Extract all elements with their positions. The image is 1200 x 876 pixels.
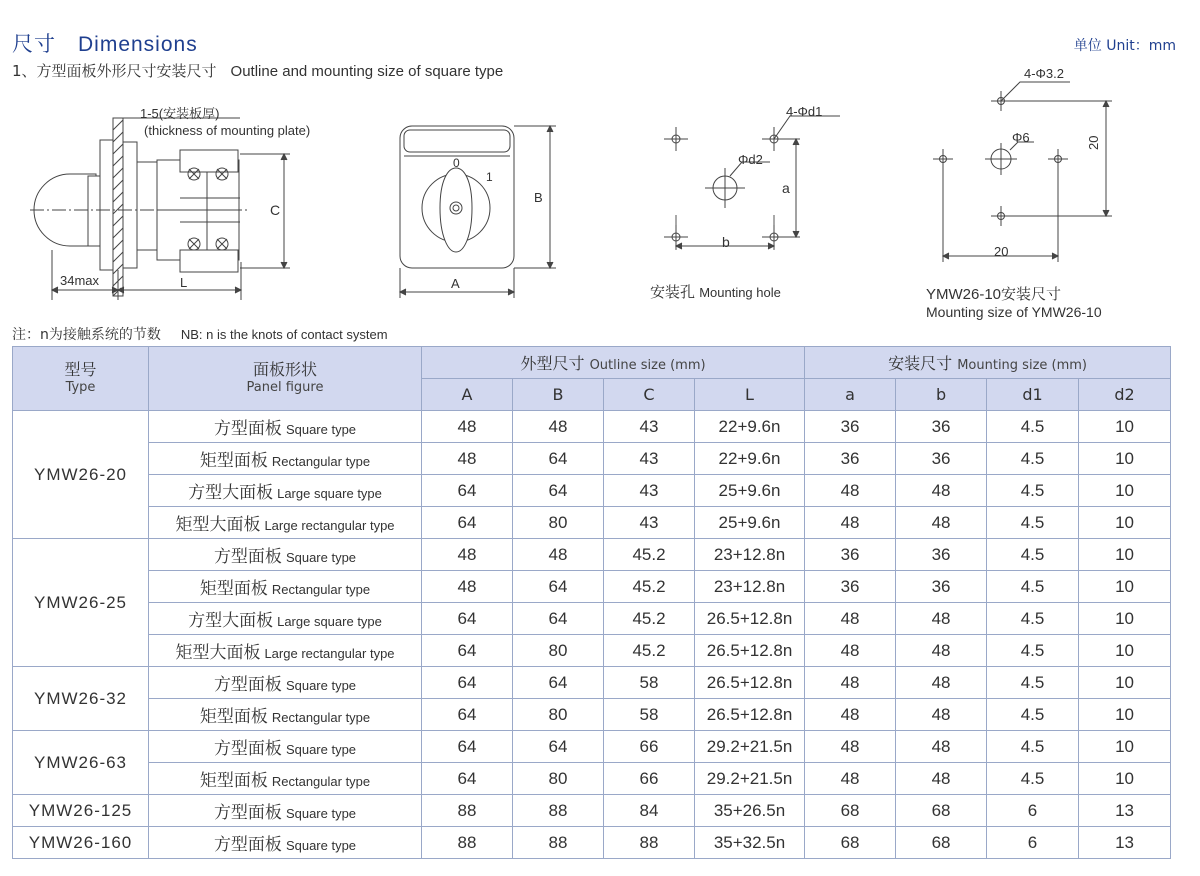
panel-cell bbox=[149, 539, 422, 571]
col-header-c-upper: C bbox=[604, 379, 695, 411]
value-cell: 4.5 bbox=[987, 443, 1079, 475]
value-cell: 23+12.8n bbox=[695, 571, 805, 603]
value-cell: 64 bbox=[513, 731, 604, 763]
value-cell: 36 bbox=[805, 411, 896, 443]
value-cell: 64 bbox=[422, 699, 513, 731]
value-cell: 13 bbox=[1079, 795, 1171, 827]
panel-en: Rectangular type bbox=[271, 582, 371, 597]
panel-cell bbox=[149, 763, 422, 795]
value-cell: 4.5 bbox=[987, 763, 1079, 795]
panel-cn: 矩型面板 bbox=[199, 451, 268, 471]
type-cell: YMW26-32 bbox=[13, 667, 149, 731]
value-cell: 48 bbox=[805, 475, 896, 507]
table-row bbox=[13, 411, 1171, 443]
value-cell: 36 bbox=[805, 571, 896, 603]
panel-en: Large square type bbox=[277, 486, 382, 501]
value-cell: 80 bbox=[513, 699, 604, 731]
header-panel-en: Panel figure bbox=[246, 379, 324, 395]
value-cell: 36 bbox=[896, 571, 987, 603]
value-cell: 43 bbox=[604, 475, 695, 507]
value-cell: 29.2+21.5n bbox=[695, 731, 805, 763]
value-cell: 64 bbox=[422, 763, 513, 795]
type-cell: YMW26-125 bbox=[13, 795, 149, 827]
value-cell: 23+12.8n bbox=[695, 539, 805, 571]
mounting-hole-caption-en: Mounting hole bbox=[699, 285, 781, 300]
panel-cell bbox=[149, 635, 422, 667]
col-header-d2: d2 bbox=[1079, 379, 1171, 411]
header-panel bbox=[149, 347, 422, 411]
value-cell: 48 bbox=[805, 699, 896, 731]
value-cell: 43 bbox=[604, 443, 695, 475]
value-cell: 58 bbox=[604, 699, 695, 731]
title-en: Dimensions bbox=[78, 33, 198, 56]
header-mounting bbox=[805, 347, 1171, 379]
value-cell: 4.5 bbox=[987, 667, 1079, 699]
value-cell: 4.5 bbox=[987, 571, 1079, 603]
m10-20-horizontal-label: 20 bbox=[994, 244, 1009, 259]
col-header-a-upper: A bbox=[422, 379, 513, 411]
value-cell: 4.5 bbox=[987, 411, 1079, 443]
m10-caption-cn: YMW26-10安装尺寸 bbox=[926, 286, 1062, 303]
plate-thickness-en-label: (thickness of mounting plate) bbox=[144, 123, 311, 138]
value-cell: 4.5 bbox=[987, 731, 1079, 763]
panel-cn: 方型大面板 bbox=[188, 483, 274, 503]
dim-c-label: C bbox=[270, 202, 281, 218]
hole-a-label: a bbox=[782, 180, 790, 196]
value-cell: 35+32.5n bbox=[695, 827, 805, 859]
value-cell: 45.2 bbox=[604, 603, 695, 635]
value-cell: 48 bbox=[896, 635, 987, 667]
panel-cell bbox=[149, 699, 422, 731]
value-cell: 48 bbox=[422, 571, 513, 603]
value-cell: 25+9.6n bbox=[695, 475, 805, 507]
type-cell: YMW26-25 bbox=[13, 539, 149, 667]
value-cell: 10 bbox=[1079, 443, 1171, 475]
value-cell: 10 bbox=[1079, 411, 1171, 443]
value-cell: 48 bbox=[422, 443, 513, 475]
panel-en: Large rectangular type bbox=[264, 646, 395, 661]
panel-en: Large square type bbox=[277, 614, 382, 629]
dial-position-1: 1 bbox=[486, 170, 493, 184]
value-cell: 43 bbox=[604, 507, 695, 539]
panel-cn: 矩型面板 bbox=[199, 579, 268, 599]
value-cell: 48 bbox=[896, 699, 987, 731]
note bbox=[12, 324, 388, 344]
table-row bbox=[13, 667, 1171, 699]
value-cell: 45.2 bbox=[604, 635, 695, 667]
mounting-hole-caption bbox=[650, 281, 781, 302]
panel-cn: 方型面板 bbox=[213, 547, 282, 567]
value-cell: 26.5+12.8n bbox=[695, 603, 805, 635]
value-cell: 10 bbox=[1079, 603, 1171, 635]
note-cn: 注：n为接触系统的节数 bbox=[12, 327, 161, 343]
value-cell: 48 bbox=[896, 475, 987, 507]
panel-en: Square type bbox=[285, 806, 357, 821]
panel-cell bbox=[149, 795, 422, 827]
value-cell: 48 bbox=[805, 603, 896, 635]
panel-en: Rectangular type bbox=[271, 454, 371, 469]
value-cell: 10 bbox=[1079, 635, 1171, 667]
value-cell: 4.5 bbox=[987, 603, 1079, 635]
spec-table bbox=[12, 346, 1171, 859]
col-header-l-upper: L bbox=[695, 379, 805, 411]
value-cell: 88 bbox=[513, 827, 604, 859]
header-mounting-en: Mounting size (mm) bbox=[957, 358, 1087, 373]
value-cell: 88 bbox=[422, 795, 513, 827]
value-cell: 10 bbox=[1079, 699, 1171, 731]
value-cell: 10 bbox=[1079, 539, 1171, 571]
value-cell: 48 bbox=[513, 411, 604, 443]
unit-label: 单位 Unit：mm bbox=[1073, 38, 1176, 54]
value-cell: 64 bbox=[513, 603, 604, 635]
value-cell: 64 bbox=[422, 475, 513, 507]
panel-en: Square type bbox=[285, 742, 357, 757]
subtitle-cn: 1、方型面板外形尺寸安装尺寸 bbox=[12, 62, 217, 80]
panel-cell bbox=[149, 667, 422, 699]
value-cell: 6 bbox=[987, 795, 1079, 827]
value-cell: 35+26.5n bbox=[695, 795, 805, 827]
panel-cell bbox=[149, 571, 422, 603]
value-cell: 10 bbox=[1079, 731, 1171, 763]
subtitle-en: Outline and mounting size of square type bbox=[230, 63, 504, 80]
header-type bbox=[13, 347, 149, 411]
value-cell: 10 bbox=[1079, 507, 1171, 539]
value-cell: 26.5+12.8n bbox=[695, 699, 805, 731]
header-type-cn: 型号 bbox=[64, 359, 97, 379]
value-cell: 66 bbox=[604, 731, 695, 763]
header-mounting-cn: 安装尺寸 bbox=[888, 354, 953, 373]
value-cell: 64 bbox=[422, 603, 513, 635]
value-cell: 22+9.6n bbox=[695, 443, 805, 475]
value-cell: 48 bbox=[896, 667, 987, 699]
value-cell: 36 bbox=[805, 443, 896, 475]
panel-cell bbox=[149, 603, 422, 635]
value-cell: 84 bbox=[604, 795, 695, 827]
value-cell: 48 bbox=[896, 731, 987, 763]
value-cell: 88 bbox=[422, 827, 513, 859]
panel-cn: 方型面板 bbox=[213, 803, 282, 823]
value-cell: 4.5 bbox=[987, 539, 1079, 571]
table-row bbox=[13, 443, 1171, 475]
value-cell: 6 bbox=[987, 827, 1079, 859]
value-cell: 48 bbox=[422, 539, 513, 571]
value-cell: 80 bbox=[513, 635, 604, 667]
panel-cn: 矩型面板 bbox=[199, 707, 268, 727]
value-cell: 48 bbox=[805, 763, 896, 795]
value-cell: 48 bbox=[805, 731, 896, 763]
front-view-drawing bbox=[400, 126, 556, 298]
value-cell: 36 bbox=[896, 443, 987, 475]
col-header-a-lower: a bbox=[805, 379, 896, 411]
value-cell: 36 bbox=[896, 411, 987, 443]
panel-cell bbox=[149, 731, 422, 763]
value-cell: 48 bbox=[805, 667, 896, 699]
value-cell: 4.5 bbox=[987, 635, 1079, 667]
table-row bbox=[13, 699, 1171, 731]
page-title bbox=[12, 28, 198, 58]
panel-cn: 方型大面板 bbox=[188, 611, 274, 631]
value-cell: 45.2 bbox=[604, 539, 695, 571]
panel-en: Square type bbox=[285, 838, 357, 853]
panel-cell bbox=[149, 507, 422, 539]
mounting-hole-drawing bbox=[664, 116, 840, 250]
value-cell: 25+9.6n bbox=[695, 507, 805, 539]
value-cell: 64 bbox=[422, 667, 513, 699]
value-cell: 64 bbox=[513, 571, 604, 603]
mounting-hole-caption-cn: 安装孔 bbox=[650, 284, 696, 301]
note-en: NB: n is the knots of contact system bbox=[180, 327, 388, 342]
panel-cn: 方型面板 bbox=[213, 675, 282, 695]
value-cell: 4.5 bbox=[987, 699, 1079, 731]
m10-20-vertical-label: 20 bbox=[1086, 135, 1101, 150]
value-cell: 88 bbox=[513, 795, 604, 827]
type-cell: YMW26-160 bbox=[13, 827, 149, 859]
plate-thickness-label: 1-5(安装板厚) bbox=[140, 106, 220, 121]
value-cell: 48 bbox=[896, 507, 987, 539]
panel-cn: 方型面板 bbox=[213, 419, 282, 439]
table-row bbox=[13, 603, 1171, 635]
type-cell: YMW26-63 bbox=[13, 731, 149, 795]
dial-position-0: 0 bbox=[453, 156, 460, 170]
dim-l-label: L bbox=[180, 275, 188, 290]
panel-en: Square type bbox=[285, 422, 357, 437]
value-cell: 48 bbox=[896, 763, 987, 795]
value-cell: 4.5 bbox=[987, 475, 1079, 507]
value-cell: 68 bbox=[805, 795, 896, 827]
panel-en: Square type bbox=[285, 678, 357, 693]
ymw26-10-mounting-drawing bbox=[933, 82, 1112, 262]
value-cell: 64 bbox=[422, 507, 513, 539]
value-cell: 66 bbox=[604, 763, 695, 795]
value-cell: 29.2+21.5n bbox=[695, 763, 805, 795]
value-cell: 10 bbox=[1079, 763, 1171, 795]
panel-cell bbox=[149, 827, 422, 859]
value-cell: 80 bbox=[513, 507, 604, 539]
value-cell: 48 bbox=[896, 603, 987, 635]
panel-en: Rectangular type bbox=[271, 710, 371, 725]
panel-cn: 方型面板 bbox=[213, 739, 282, 759]
header-outline-en: Outline size (mm) bbox=[589, 358, 706, 373]
col-header-d1: d1 bbox=[987, 379, 1079, 411]
header-outline-cn: 外型尺寸 bbox=[520, 354, 585, 373]
header-type-en: Type bbox=[65, 379, 96, 395]
hole-b-label: b bbox=[722, 234, 730, 250]
value-cell: 48 bbox=[422, 411, 513, 443]
value-cell: 68 bbox=[896, 795, 987, 827]
value-cell: 26.5+12.8n bbox=[695, 635, 805, 667]
value-cell: 10 bbox=[1079, 475, 1171, 507]
value-cell: 80 bbox=[513, 763, 604, 795]
header-panel-cn: 面板形状 bbox=[252, 359, 317, 379]
value-cell: 4.5 bbox=[987, 507, 1079, 539]
value-cell: 13 bbox=[1079, 827, 1171, 859]
value-cell: 45.2 bbox=[604, 571, 695, 603]
type-cell: YMW26-20 bbox=[13, 411, 149, 539]
title-cn: 尺寸 bbox=[12, 32, 56, 56]
value-cell: 68 bbox=[896, 827, 987, 859]
panel-cn: 矩型大面板 bbox=[175, 515, 261, 535]
header-outline bbox=[422, 347, 805, 379]
value-cell: 26.5+12.8n bbox=[695, 667, 805, 699]
m10-holes-label: 4-Φ3.2 bbox=[1024, 66, 1065, 81]
value-cell: 36 bbox=[896, 539, 987, 571]
value-cell: 48 bbox=[805, 635, 896, 667]
value-cell: 88 bbox=[604, 827, 695, 859]
value-cell: 64 bbox=[422, 731, 513, 763]
panel-cn: 矩型面板 bbox=[199, 771, 268, 791]
panel-cell bbox=[149, 411, 422, 443]
m10-center-label: Φ6 bbox=[1012, 130, 1030, 145]
value-cell: 64 bbox=[513, 475, 604, 507]
value-cell: 48 bbox=[805, 507, 896, 539]
value-cell: 68 bbox=[805, 827, 896, 859]
value-cell: 22+9.6n bbox=[695, 411, 805, 443]
table-row bbox=[13, 763, 1171, 795]
table-row bbox=[13, 827, 1171, 859]
panel-en: Large rectangular type bbox=[264, 518, 395, 533]
panel-cn: 矩型大面板 bbox=[175, 643, 261, 663]
col-header-b-lower: b bbox=[896, 379, 987, 411]
table-row bbox=[13, 635, 1171, 667]
panel-en: Rectangular type bbox=[271, 774, 371, 789]
table-row bbox=[13, 795, 1171, 827]
spec-table-body bbox=[13, 411, 1171, 859]
table-row bbox=[13, 571, 1171, 603]
table-row bbox=[13, 507, 1171, 539]
value-cell: 43 bbox=[604, 411, 695, 443]
value-cell: 48 bbox=[513, 539, 604, 571]
panel-cell bbox=[149, 443, 422, 475]
table-row bbox=[13, 475, 1171, 507]
panel-cell bbox=[149, 475, 422, 507]
panel-cn: 方型面板 bbox=[213, 835, 282, 855]
panel-en: Square type bbox=[285, 550, 357, 565]
value-cell: 58 bbox=[604, 667, 695, 699]
value-cell: 10 bbox=[1079, 667, 1171, 699]
value-cell: 64 bbox=[513, 443, 604, 475]
table-row bbox=[13, 539, 1171, 571]
value-cell: 64 bbox=[513, 667, 604, 699]
col-header-b-upper: B bbox=[513, 379, 604, 411]
hole-d1-label: 4-Φd1 bbox=[786, 104, 823, 119]
m10-caption-en: Mounting size of YMW26-10 bbox=[926, 304, 1102, 320]
table-row bbox=[13, 731, 1171, 763]
hole-d2-label: Φd2 bbox=[738, 152, 763, 167]
dim-a-label: A bbox=[451, 276, 460, 291]
dim-34max-label: 34max bbox=[60, 273, 100, 288]
value-cell: 36 bbox=[805, 539, 896, 571]
value-cell: 10 bbox=[1079, 571, 1171, 603]
dim-b-label: B bbox=[534, 190, 543, 205]
value-cell: 64 bbox=[422, 635, 513, 667]
